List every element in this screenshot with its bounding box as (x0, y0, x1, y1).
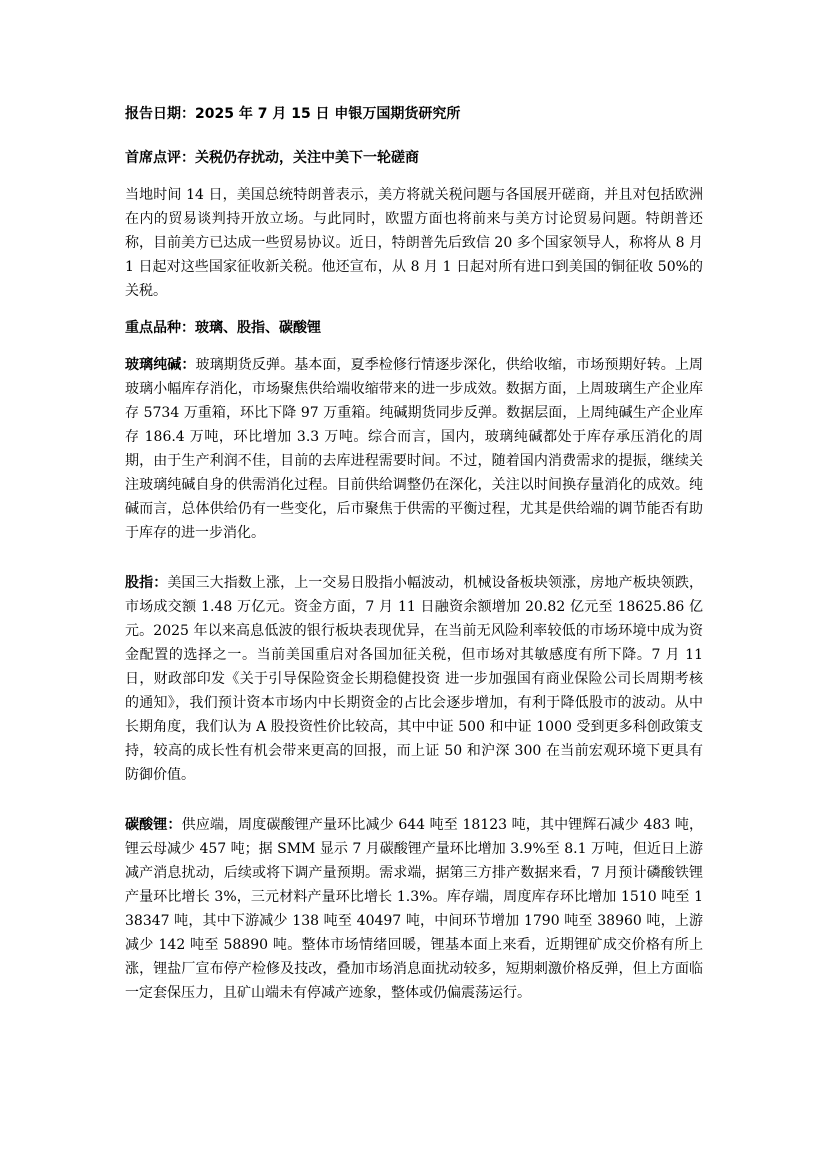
section-glass-soda-body: 玻璃期货反弹。基本面，夏季检修行情逐步深化，供给收缩，市场预期好转。上周玻璃小幅库存消化，市场聚焦供给端收缩带来的进一步成效。数据方面，上周玻璃生产企业库存 5734 万重箱，环比下降 97 万重箱。纯碱期货同步反弹。数据层面，上周纯碱生产企业库存 186.4 万吨，环比增加 3.3 万吨。综合而言，国内，玻璃纯碱都处于库存承压消化的周期，由于生产利润不佳，目前的去库进程需要时间。不过，随着国内消费需求的提振，继续关注玻璃纯碱自身的供需消化过程。目前供给调整仍在深化，关注以时间换存量消化的成效。纯碱而言，总体供给仍有一些变化，后市聚焦于供需的平衡过程，尤其是供给端的调节能否有助于库存的进一步消化。 (125, 357, 703, 541)
section-glass-soda (125, 353, 703, 545)
chief-comment-body: 当地时间 14 日，美国总统特朗普表示，美方将就关税问题与各国展开磋商，并且对包括欧洲在内的贸易谈判持开放立场。与此同时，欧盟方面也将前来与美方讨论贸易问题。特朗普还称，目前美方已达成一些贸易协议。近日，特朗普先后致信 20 多个国家领导人，称将从 8 月 1 日起对这些国家征收新关税。他还宣布，从 8 月 1 日起对所有进口到美国的铜征收 50%的关税。 (125, 187, 703, 299)
chief-comment-title: 首席点评：关税仍存扰动，关注中美下一轮磋商 (125, 150, 419, 166)
section-stock-index (125, 571, 703, 787)
report-date-line: 报告日期：2025 年 7 月 15 日 申银万国期货研究所 (125, 106, 461, 122)
section-lithium-carbonate (125, 813, 703, 1005)
section-lithium-carbonate-body: 供应端，周度碳酸锂产量环比减少 644 吨至 18123 吨，其中锂辉石减少 483 吨，锂云母减少 457 吨；据 SMM 显示 7 月碳酸锂产量环比增加 3.9%至 8.1 万吨，但近日上游减产消息扰动，后续或将下调产量预期。需求端，据第三方排产数据来看，7 月预计磷酸铁锂产量环比增长 3%，三元材料产量环比增长 1.3%。库存端，周度库存环比增加 1510 吨至 138347 吨，其中下游减少 138 吨至 40497 吨，中间环节增加 1790 吨至 38960 吨，上游减少 142 吨至 58890 吨。整体市场情绪回暖，锂基本面上来看，近期锂矿成交价格有所上涨，锂盐厂宣布停产检修及技改，叠加市场消息面扰动较多，短期刺激价格反弹，但上方面临一定套保压力，且矿山端未有停减产迹象，整体或仍偏震荡运行。 (125, 817, 703, 1001)
section-stock-index-lead: 股指： (125, 575, 168, 591)
section-glass-soda-lead: 玻璃纯碱： (125, 357, 196, 373)
section-stock-index-body: 美国三大指数上涨，上一交易日股指小幅波动，机械设备板块领涨，房地产板块领跌，市场成交额 1.48 万亿元。资金方面，7 月 11 日融资余额增加 20.82 亿元至 18625.86 亿元。2025 年以来高息低波的银行板块表现优异，在当前无风险利率较低的市场环境中成为资金配置的选择之一。当前美国重启对各国加征关税，但市场对其敏感度有所下降。7 月 11 日，财政部印发《关于引导保险资金长期稳健投资 进一步加强国有商业保险公司长周期考核的通知》，我们预计资本市场内中长期资金的占比会逐步增加，有利于降低股市的波动。从中长期角度，我们认为 A 股投资性价比较高，其中中证 500 和中证 1000 受到更多科创政策支持，较高的成长性有机会带来更高的回报，而上证 50 和沪深 300 在当前宏观环境下更具有防御价值。 (125, 575, 704, 783)
section-lithium-carbonate-lead: 碳酸锂： (125, 817, 182, 833)
key-varieties-title: 重点品种：玻璃、股指、碳酸锂 (125, 320, 321, 336)
